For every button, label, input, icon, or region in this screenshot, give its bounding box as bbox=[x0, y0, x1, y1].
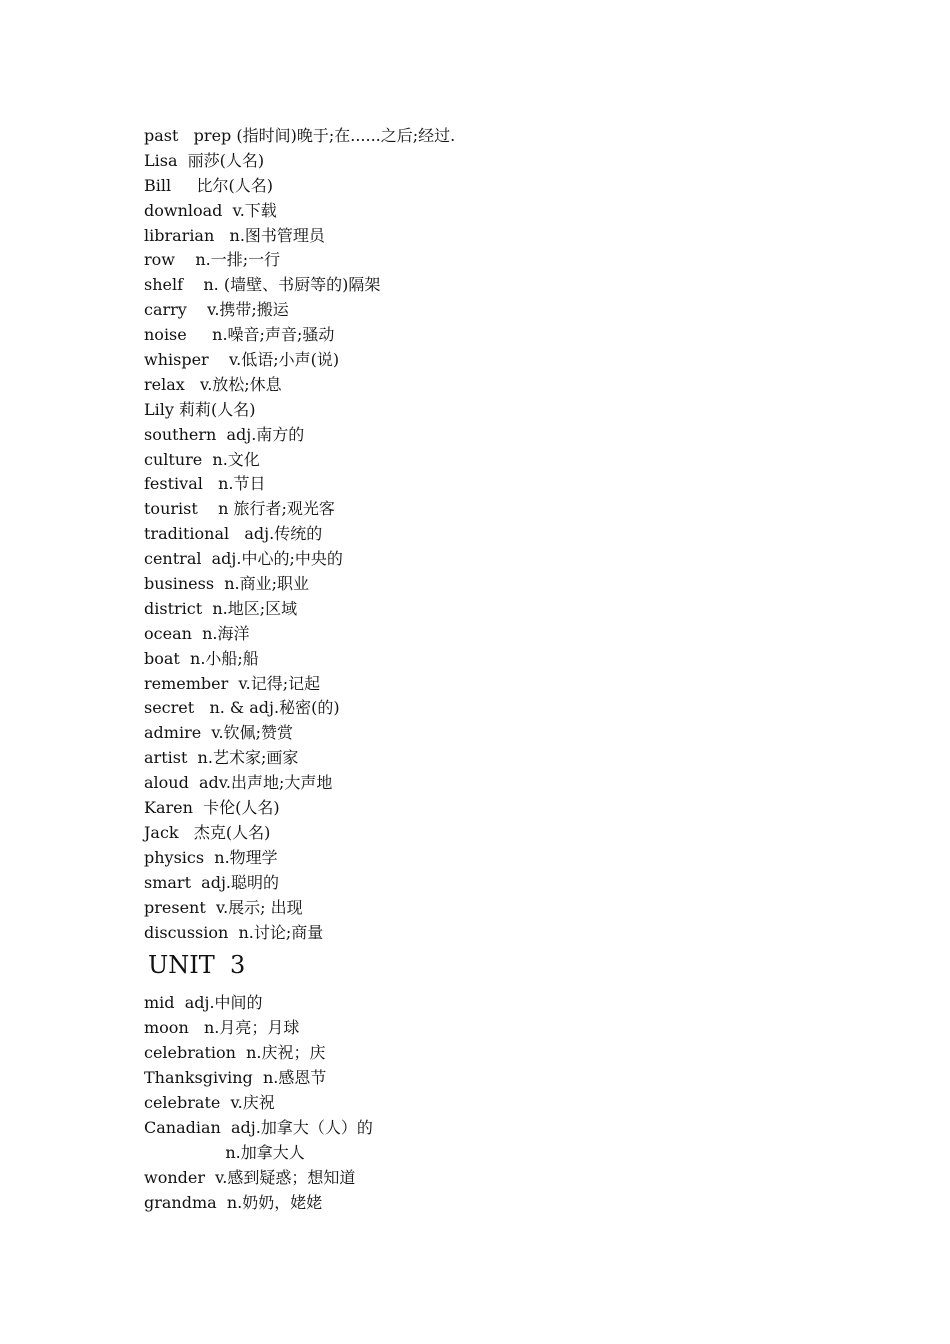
vocab-entry-festival: festival n.节日 bbox=[144, 474, 266, 494]
vocab-entry-canadian-noun: n.加拿大人 bbox=[144, 1142, 305, 1162]
unit-3-heading: UNIT 3 bbox=[148, 951, 246, 980]
vocabulary-section-1 bbox=[144, 124, 844, 945]
vocab-entry-district: district n.地区;区域 bbox=[144, 598, 298, 618]
vocab-entry-lily: Lily 莉莉(人名) bbox=[144, 399, 256, 419]
vocab-entry-remember: remember v.记得;记起 bbox=[144, 673, 321, 693]
vocab-entry-traditional: traditional adj.传统的 bbox=[144, 524, 323, 544]
vocab-entry-celebrate: celebrate v.庆祝 bbox=[144, 1092, 275, 1112]
vocabulary-list bbox=[144, 124, 844, 1215]
vocab-entry-central: central adj.中心的;中央的 bbox=[144, 549, 343, 569]
vocab-entry-southern: southern adj.南方的 bbox=[144, 424, 305, 444]
vocab-entry-librarian: librarian n.图书管理员 bbox=[144, 225, 325, 245]
vocab-entry-carry: carry v.携带;搬运 bbox=[144, 300, 289, 320]
vocab-entry-shelf: shelf n. (墙壁、书厨等的)隔架 bbox=[144, 275, 381, 295]
vocab-entry-whisper: whisper v.低语;小声(说) bbox=[144, 350, 340, 370]
vocab-entry-bill: Bill 比尔(人名) bbox=[144, 175, 274, 195]
vocab-entry-aloud: aloud adv.出声地;大声地 bbox=[144, 773, 333, 793]
vocab-entry-secret: secret n. & adj.秘密(的) bbox=[144, 698, 340, 718]
vocab-entry-boat: boat n.小船;船 bbox=[144, 648, 259, 668]
vocab-entry-discussion: discussion n.讨论;商量 bbox=[144, 922, 324, 942]
vocab-entry-lisa: Lisa 丽莎(人名) bbox=[144, 150, 265, 170]
vocab-entry-business: business n.商业;职业 bbox=[144, 574, 310, 594]
vocab-entry-present: present v.展示; 出现 bbox=[144, 897, 303, 917]
vocab-entry-past: past prep (指时间)晚于;在......之后;经过. bbox=[144, 126, 456, 145]
vocab-entry-thanksgiving: Thanksgiving n.感恩节 bbox=[144, 1068, 327, 1088]
vocab-entry-grandma: grandma n.奶奶，姥姥 bbox=[144, 1192, 323, 1212]
vocab-entry-moon: moon n.月亮；月球 bbox=[144, 1018, 300, 1038]
vocab-entry-culture: culture n.文化 bbox=[144, 449, 260, 469]
vocab-entry-relax: relax v.放松;休息 bbox=[144, 374, 282, 394]
vocab-entry-karen: Karen 卡伦(人名) bbox=[144, 798, 280, 818]
vocab-entry-canadian-adj: Canadian adj.加拿大（人）的 bbox=[144, 1117, 373, 1137]
vocab-entry-ocean: ocean n.海洋 bbox=[144, 623, 250, 643]
vocab-entry-download: download v.下载 bbox=[144, 200, 277, 220]
vocab-entry-smart: smart adj.聪明的 bbox=[144, 872, 280, 892]
vocab-entry-jack: Jack 杰克(人名) bbox=[144, 822, 271, 842]
vocab-entry-tourist: tourist n 旅行者;观光客 bbox=[144, 499, 335, 519]
vocab-entry-admire: admire v.钦佩;赞赏 bbox=[144, 723, 293, 743]
vocab-entry-celebration: celebration n.庆祝；庆 bbox=[144, 1043, 326, 1063]
vocab-entry-noise: noise n.噪音;声音;骚动 bbox=[144, 325, 335, 345]
vocab-entry-artist: artist n.艺术家;画家 bbox=[144, 748, 299, 768]
vocab-entry-wonder: wonder v.感到疑惑；想知道 bbox=[144, 1167, 356, 1187]
vocab-entry-mid: mid adj.中间的 bbox=[144, 993, 263, 1013]
vocabulary-section-unit-3 bbox=[144, 991, 844, 1215]
vocab-entry-row: row n.一排;一行 bbox=[144, 250, 281, 270]
vocab-entry-physics: physics n.物理学 bbox=[144, 847, 278, 867]
